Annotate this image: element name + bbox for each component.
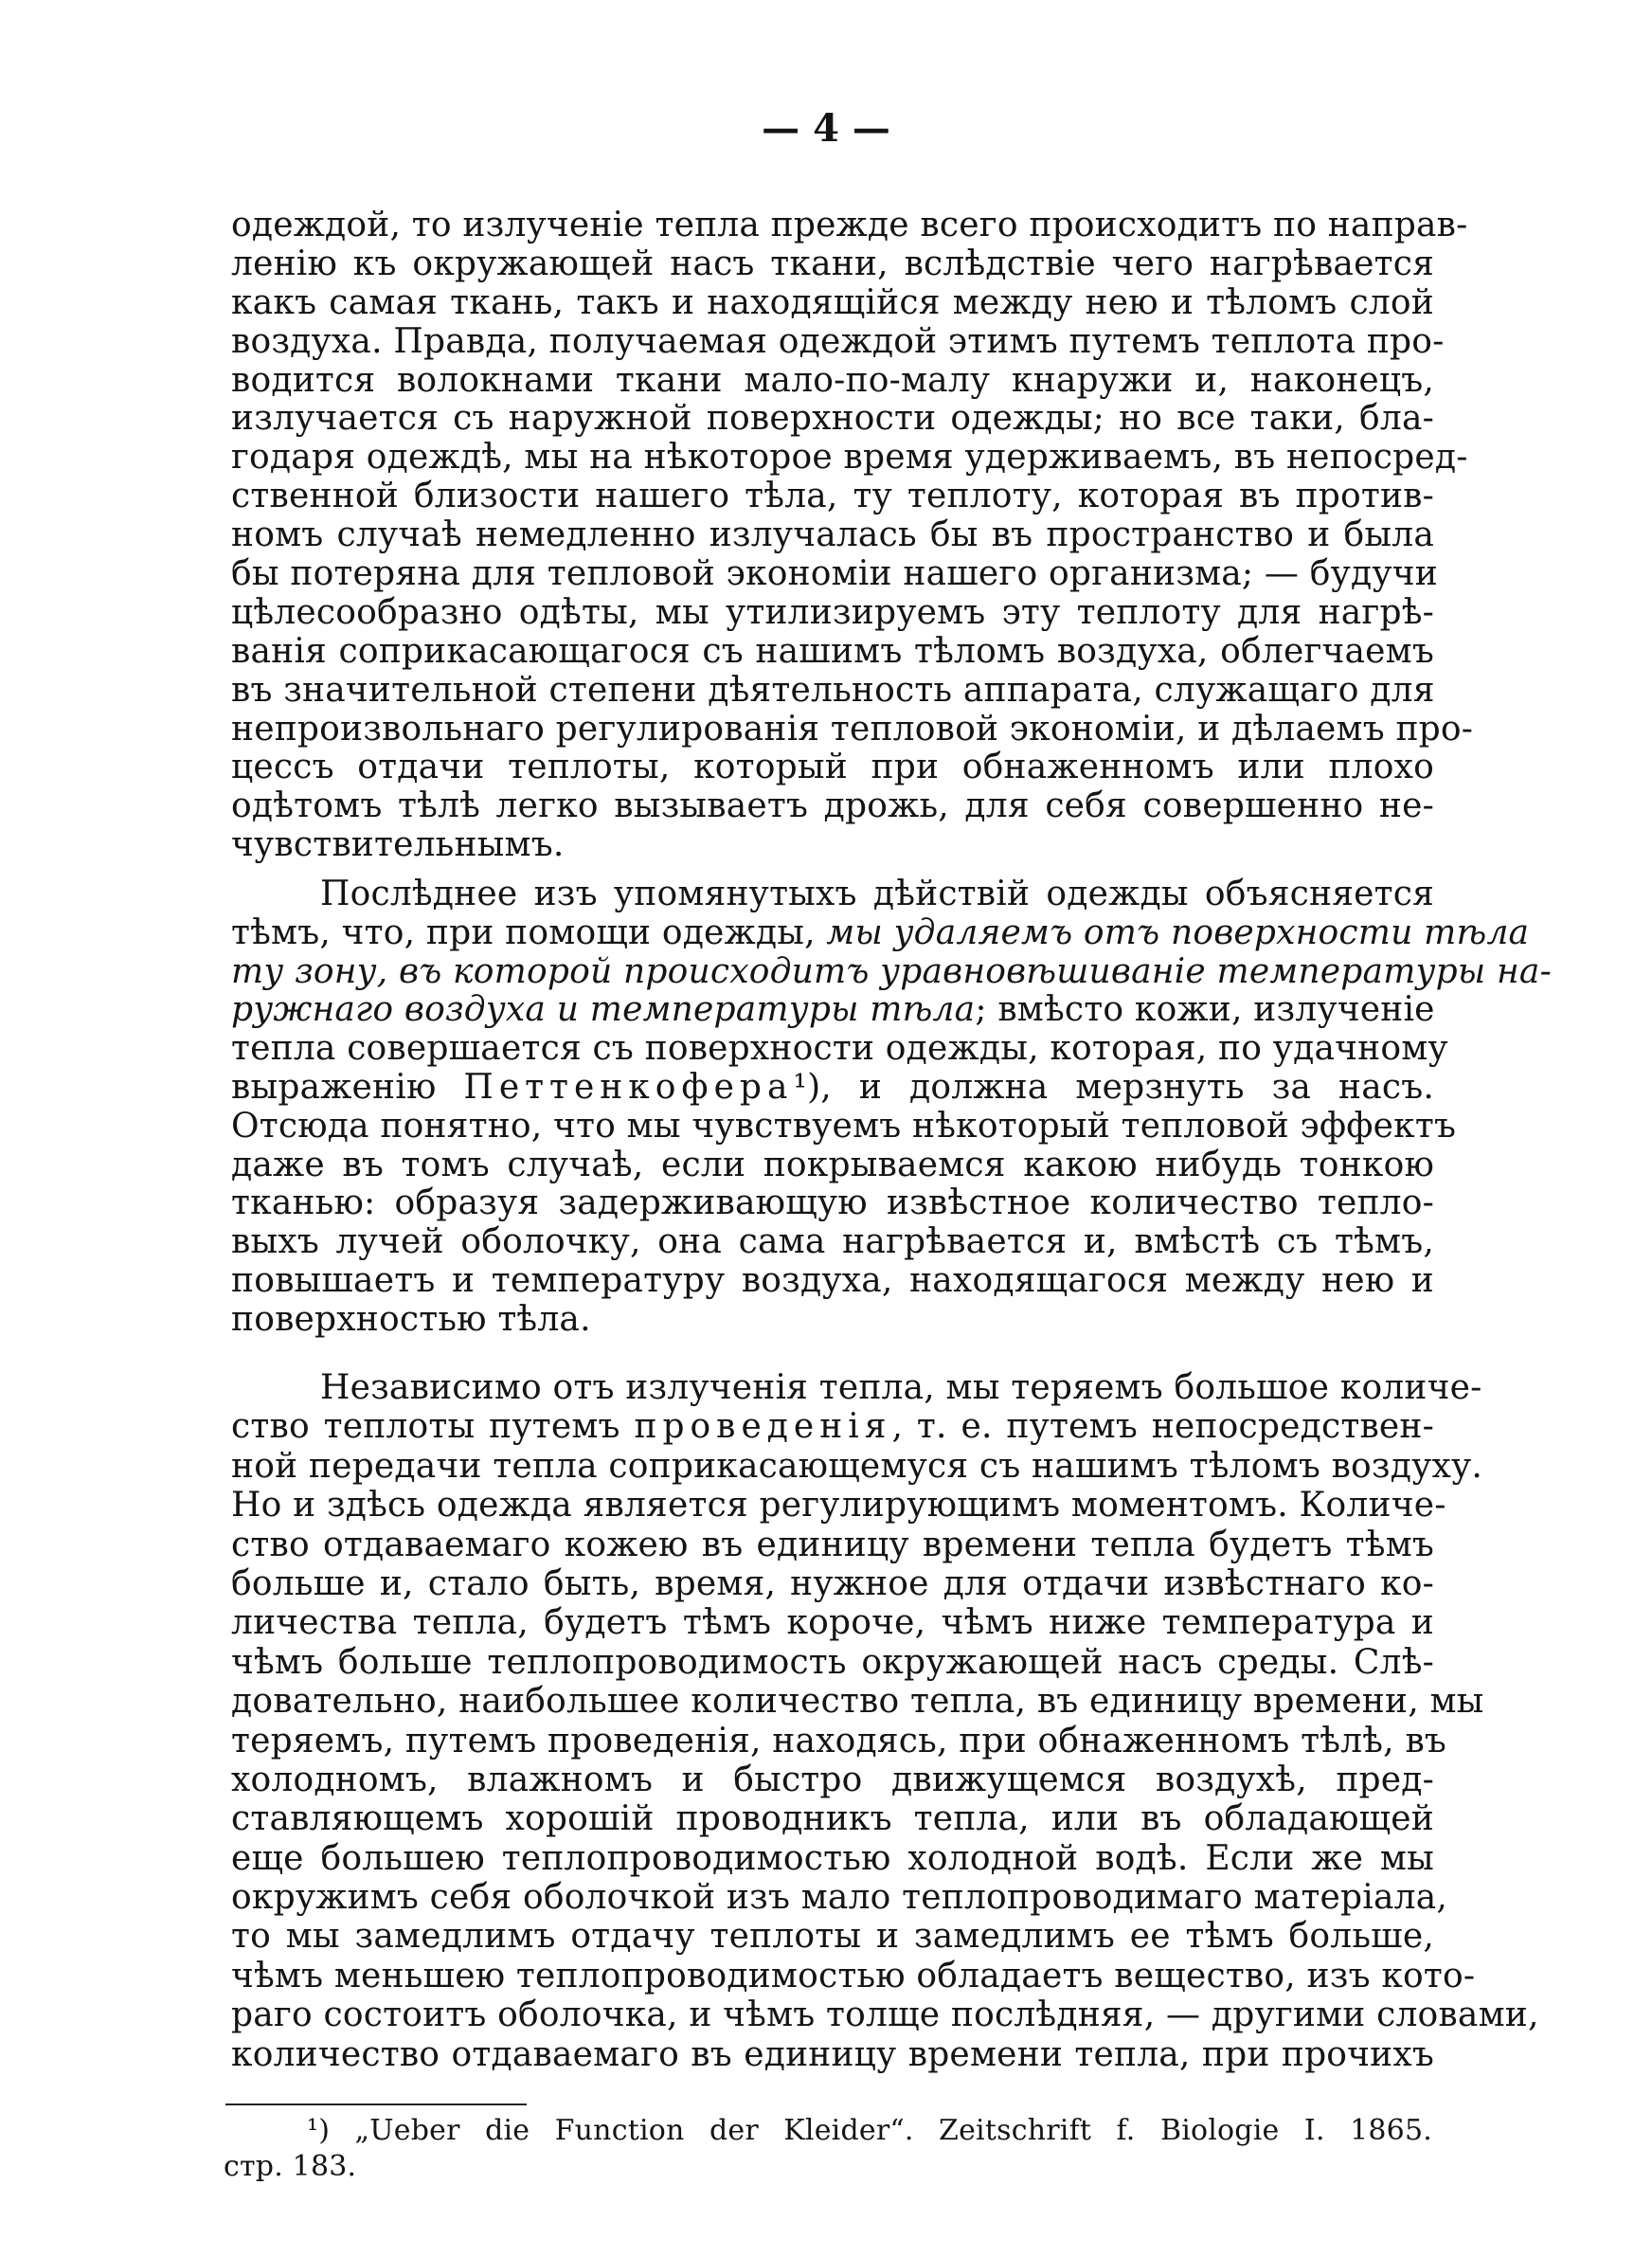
text-line: бы потеряна для тепловой экономіи нашего организма; — будучи bbox=[231, 554, 1438, 594]
text-line bbox=[231, 912, 1530, 953]
page-number: — 4 — bbox=[762, 106, 890, 151]
text-line bbox=[231, 1069, 1434, 1108]
text-line: тканью: образуя задерживающую извѣстное количество тепло- bbox=[231, 1183, 1434, 1223]
text-line: раго состоитъ оболочка, и чѣмъ толще послѣдняя, — другими словами, bbox=[231, 1995, 1539, 2035]
italic-emphasis: ружнаго воздуха и температуры тѣла bbox=[231, 990, 976, 1030]
text-run: , т. е. путемъ непосредствен- bbox=[891, 1407, 1434, 1447]
paragraph-2 bbox=[231, 875, 1552, 1340]
footnote-line: ¹) „Ueber die Function der Kleider“. Zeitschrift f. Biologie I. 1865. bbox=[307, 2114, 1432, 2147]
text-line: Но и здѣсь одежда является регулирующимъ моментомъ. Количе- bbox=[231, 1486, 1446, 1526]
text-run: ; вмѣсто кожи, излученіе bbox=[975, 990, 1435, 1030]
text-line: Независимо отъ излученія тепла, мы теряемъ большое количе- bbox=[320, 1368, 1482, 1407]
author-name-spaced: Петтенкофера bbox=[463, 1067, 794, 1107]
text-line: ной передачи тепла соприкасающемуся съ нашимъ тѣломъ воздуху. bbox=[231, 1446, 1483, 1486]
text-line: Отсюда понятно, что мы чувствуемъ нѣкоторый тепловой эффектъ bbox=[231, 1106, 1457, 1146]
text-line: количество отдаваемаго въ единицу времени тепла, при прочихъ bbox=[231, 2034, 1434, 2074]
text-line: то мы замедлимъ отдачу теплоты и замедлимъ ее тѣмъ больше, bbox=[231, 1917, 1434, 1957]
text-run: выраженію bbox=[231, 1067, 464, 1107]
text-line: повышаетъ и температуру воздуха, находящагося между нею и bbox=[231, 1260, 1434, 1300]
text-line bbox=[231, 991, 1434, 1030]
text-line: номъ случаѣ немедленно излучалась бы въ пространство и была bbox=[231, 515, 1434, 555]
text-line: ленію къ окружающей насъ ткани, вслѣдствіе чего нагрѣвается bbox=[231, 244, 1434, 283]
text-line: даже въ томъ случаѣ, если покрываемся какою нибудь тонкою bbox=[231, 1145, 1434, 1184]
text-line: поверхностью тѣла. bbox=[231, 1299, 591, 1339]
text-line: излучается съ наружной поверхности одежды; но все таки, бла- bbox=[231, 399, 1434, 439]
text-line: цѣлесообразно одѣты, мы утилизируемъ эту теплоту для нагрѣ- bbox=[231, 592, 1434, 632]
footnote-divider bbox=[225, 2104, 527, 2105]
text-run: тѣмъ, что, при помощи одежды, bbox=[231, 912, 827, 952]
footnote bbox=[224, 2113, 1432, 2185]
text-line: одеждой, то излученіе тепла прежде всего происходитъ по направ- bbox=[231, 206, 1468, 244]
footnote-line: стр. 183. bbox=[224, 2150, 357, 2183]
text-run: ), и должна мерзнуть за насъ. bbox=[807, 1067, 1434, 1107]
text-line: Послѣднее изъ упомянутыхъ дѣйствій одежды объясняется bbox=[320, 875, 1434, 913]
footnote-ref: ¹ bbox=[793, 1067, 808, 1107]
text-run: ство теплоты путемъ bbox=[231, 1407, 635, 1447]
term-spaced: проведенія bbox=[634, 1407, 892, 1447]
paragraph-3 bbox=[231, 1368, 1539, 2074]
text-line: какъ самая ткань, такъ и находящійся между нею и тѣломъ слой bbox=[231, 282, 1434, 322]
text-line: одѣтомъ тѣлѣ легко вызываетъ дрожь, для себя совершенно не- bbox=[231, 786, 1434, 826]
text-line: ванія соприкасающагося съ нашимъ тѣломъ воздуха, облегчаемъ bbox=[231, 631, 1434, 671]
text-line: выхъ лучей оболочку, она сама нагрѣвается и, вмѣстѣ съ тѣмъ, bbox=[231, 1222, 1434, 1262]
italic-emphasis: ту зону, въ которой происходитъ уравновѣшиваніе температуры на- bbox=[231, 951, 1552, 991]
text-line: довательно, наибольшее количество тепла, въ единицу времени, мы bbox=[231, 1682, 1484, 1722]
text-line: чѣмъ меньшею теплопроводимостью обладаетъ вещество, изъ кото- bbox=[231, 1956, 1476, 1995]
text-line: ставляющемъ хорошій проводникъ тепла, или въ обладающей bbox=[231, 1799, 1434, 1839]
text-line: непроизвольнаго регулированія тепловой экономіи, и дѣлаемъ про- bbox=[231, 709, 1474, 749]
text-line: чѣмъ больше теплопроводимость окружающей насъ среды. Слѣ- bbox=[231, 1642, 1434, 1682]
text-line: въ значительной степени дѣятельность аппарата, служащаго для bbox=[231, 670, 1435, 710]
text-line: холодномъ, влажномъ и быстро движущемся воздухѣ, пред- bbox=[231, 1760, 1434, 1799]
text-line: цессъ отдачи теплоты, который при обнаженномъ или плохо bbox=[231, 748, 1434, 787]
text-line bbox=[231, 1407, 1434, 1446]
text-line: воздуха. Правда, получаемая одеждой этимъ путемъ теплота про- bbox=[231, 321, 1445, 361]
text-line: окружимъ себя оболочкой изъ мало теплопроводимаго матеріала, bbox=[231, 1878, 1448, 1918]
text-line: личества тепла, будетъ тѣмъ короче, чѣмъ ниже температура и bbox=[231, 1603, 1434, 1643]
text-line: водится волокнами ткани мало-по-малу кнаружи и, наконецъ, bbox=[231, 360, 1434, 400]
text-line: ство отдаваемаго кожею въ единицу времени тепла будетъ тѣмъ bbox=[231, 1525, 1434, 1564]
italic-emphasis: мы удаляемъ отъ поверхности тѣла bbox=[826, 912, 1530, 952]
text-line: тепла совершается съ поверхности одежды, которая, по удачному bbox=[231, 1029, 1448, 1069]
text-line: годаря одеждѣ, мы на нѣкоторое время удерживаемъ, въ непосред- bbox=[231, 438, 1468, 478]
text-line: больше и, стало быть, время, нужное для отдачи извѣстнаго ко- bbox=[231, 1563, 1434, 1603]
paragraph-1 bbox=[231, 206, 1474, 865]
text-line: еще большею теплопроводимостью холодной водѣ. Если же мы bbox=[231, 1838, 1434, 1878]
text-line: теряемъ, путемъ проведенія, находясь, при обнаженномъ тѣлѣ, въ bbox=[231, 1721, 1447, 1760]
text-line: чувствительнымъ. bbox=[231, 825, 565, 865]
text-line: ственной близости нашего тѣла, ту теплоту, которая въ против- bbox=[231, 477, 1434, 516]
